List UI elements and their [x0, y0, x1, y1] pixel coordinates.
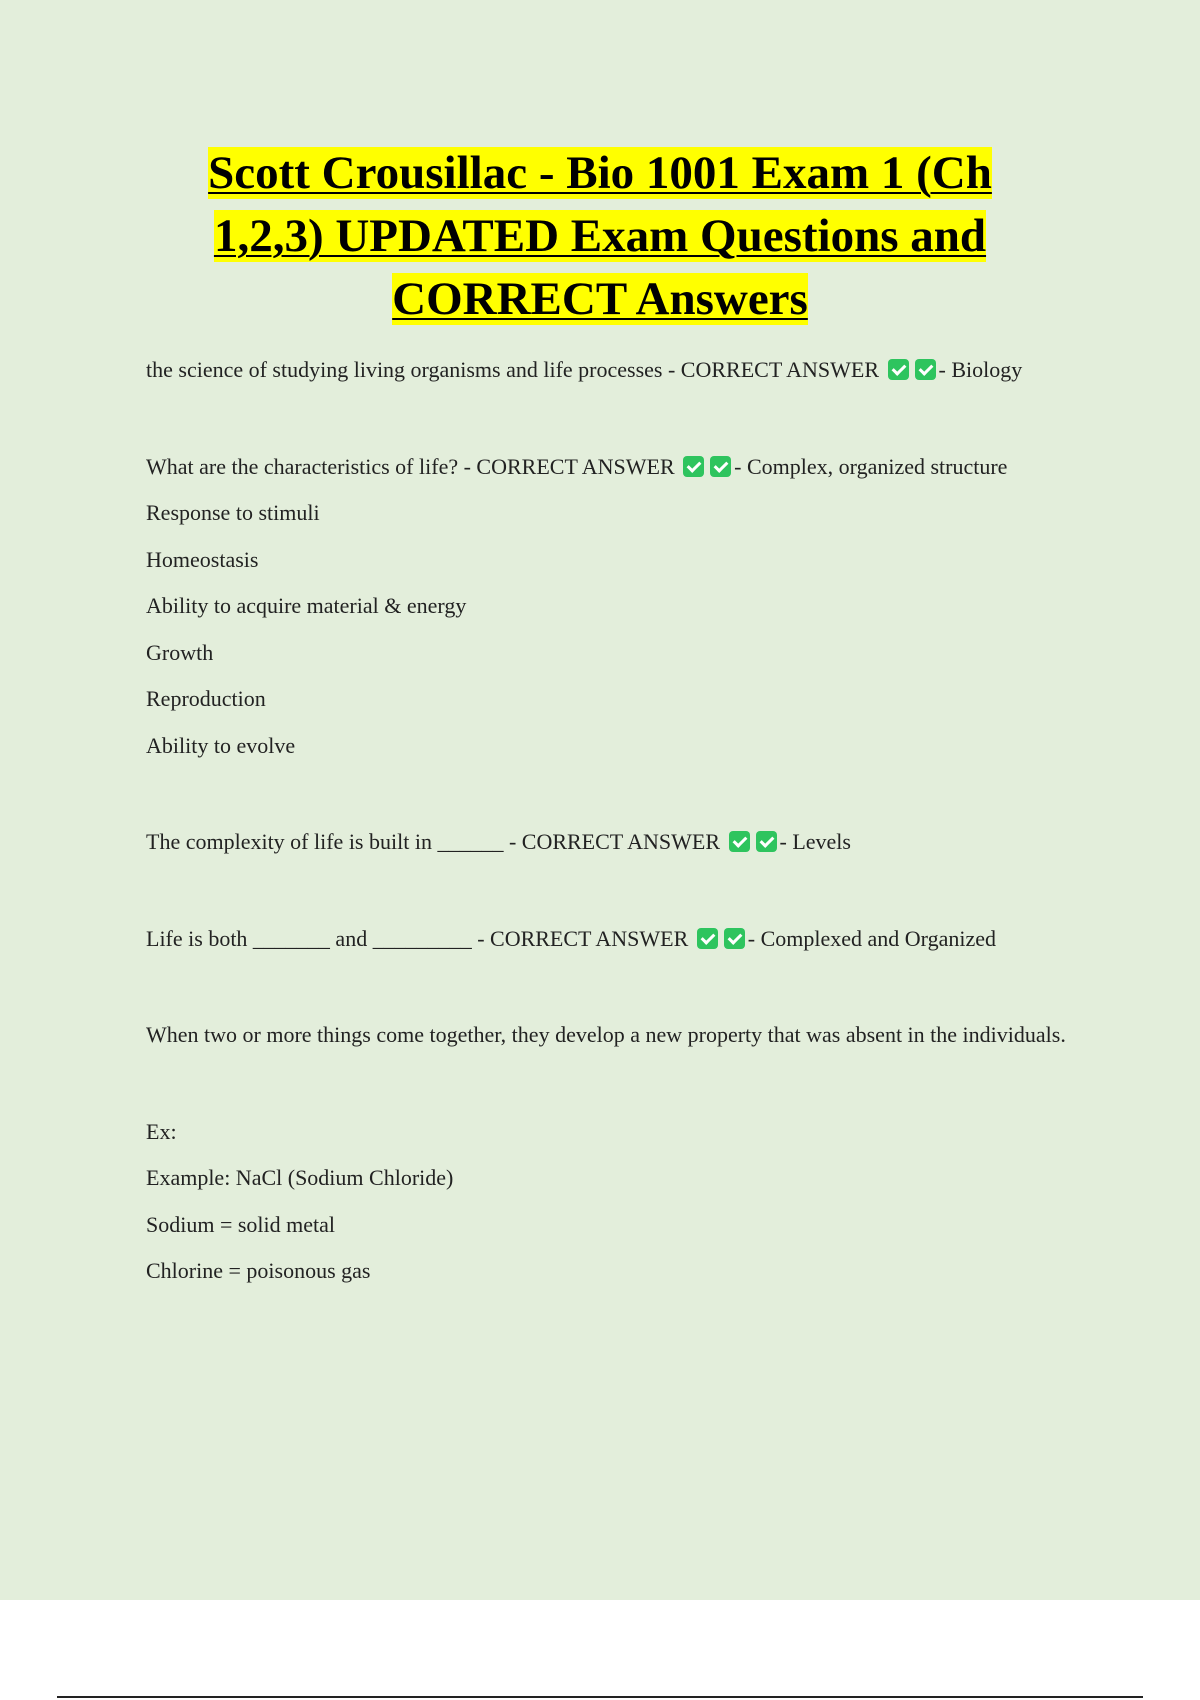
list-item: Ability to evolve	[146, 732, 296, 758]
footer-divider	[57, 1696, 1143, 1698]
question-text: the science of studying living organisms and life processes - CORRECT ANSWER	[146, 357, 880, 382]
check-mark-icon	[683, 456, 704, 477]
answer-text: - Complex, organized structure	[734, 453, 1008, 479]
spacer	[146, 873, 1096, 923]
qa-item	[146, 354, 1096, 385]
qa-item	[146, 451, 1096, 482]
spacer	[146, 401, 1096, 451]
answer-text: - Levels	[779, 829, 851, 854]
document-body	[146, 354, 1096, 1302]
qa-item	[146, 826, 1096, 857]
document-title	[150, 142, 1050, 331]
list-item: Growth	[146, 639, 214, 665]
check-mark-icon	[888, 359, 909, 380]
definition-text: When two or more things come together, they develop a new property that was absent in the individuals.	[146, 1022, 1066, 1047]
qa-item	[146, 923, 1096, 954]
list-item: Homeostasis	[146, 546, 259, 572]
spacer	[146, 969, 1096, 1019]
check-mark-icon	[710, 456, 731, 477]
answer-text: - Complexed and Organized	[747, 925, 997, 951]
example-line: Chlorine = poisonous gas	[146, 1258, 371, 1283]
check-mark-icon	[915, 359, 936, 380]
check-mark-icon	[756, 831, 777, 852]
list-item: Ability to acquire material & energy	[146, 593, 467, 618]
check-mark-icon	[724, 928, 745, 949]
question-text: What are the characteristics of life? - CORRECT ANSWER	[146, 453, 675, 479]
title-line-3: CORRECT Answers	[392, 273, 808, 325]
title-line-2: 1,2,3) UPDATED Exam Questions and	[213, 210, 987, 262]
check-mark-icon	[697, 928, 718, 949]
spacer	[146, 1066, 1096, 1116]
title-line-1: Scott Crousillac - Bio 1001 Exam 1 (Ch	[208, 147, 992, 199]
answer-text: - Biology	[938, 357, 1023, 382]
list-item: Response to stimuli	[146, 500, 320, 525]
example-label: Ex:	[146, 1118, 177, 1144]
example-line: Example: NaCl (Sodium Chloride)	[146, 1165, 454, 1190]
check-mark-icon	[729, 831, 750, 852]
spacer	[146, 776, 1096, 826]
question-text: Life is both _______ and _________ - CORRECT ANSWER	[146, 925, 689, 951]
question-text: The complexity of life is built in ______ - CORRECT ANSWER	[146, 829, 721, 854]
list-item: Reproduction	[146, 686, 266, 711]
example-line: Sodium = solid metal	[146, 1211, 336, 1237]
